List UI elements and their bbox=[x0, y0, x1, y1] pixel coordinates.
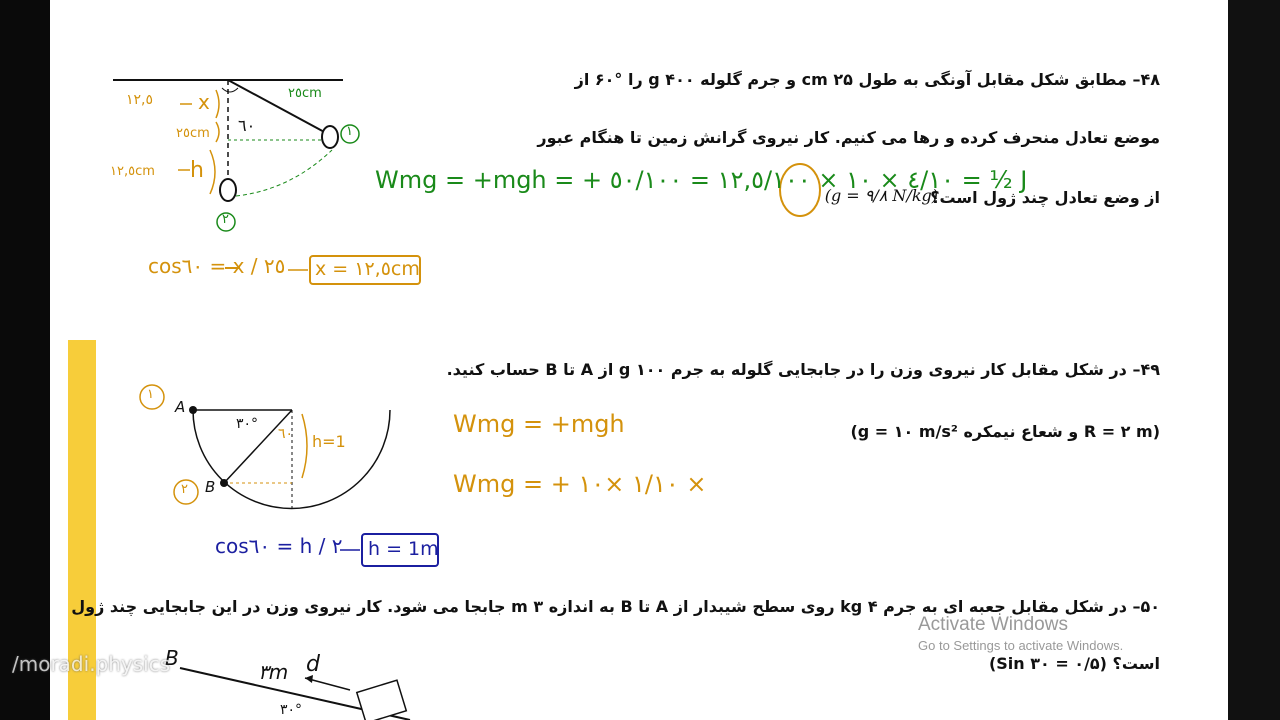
document-page bbox=[50, 0, 1228, 720]
q48-work-equation: Wmg = +mgh = + ٤/١٠ × ١٠ × ١٢,٥/١٠٠ = ٥٠/١٠٠ = ½ J bbox=[375, 166, 1028, 194]
q48-label-pos2: ٢ bbox=[222, 212, 229, 227]
q49-label-b: B bbox=[205, 478, 216, 496]
q48-label-h: h bbox=[190, 158, 204, 183]
q49-cos-equation: cos٦٠ = h / ٢ bbox=[215, 534, 343, 558]
q50-line1: ۵۰– در شکل مقابل جعبه ای به جرم ۴ kg روی سطح شیبدار از A تا B به اندازه ۳ m جابجا می شود. کار نیروی وزن در این جابجایی چند ژول bbox=[71, 597, 1160, 616]
activate-title: Activate Windows bbox=[918, 614, 1068, 635]
q49-work-equation-2: Wmg = + ١/١٠ ×١٠ × bbox=[453, 470, 707, 498]
right-dark-margin bbox=[1228, 0, 1280, 720]
q50-label-angle: ٣٠° bbox=[280, 702, 303, 718]
q48-line2: موضع تعادل منحرف کرده و رها می کنیم. کار نیروی گرانش زمین تا هنگام عبور bbox=[537, 128, 1160, 147]
q48-label-pos1: ١ bbox=[346, 124, 353, 139]
q48-label-12-5: ١٢,٥ bbox=[126, 92, 154, 108]
activate-windows-notice bbox=[918, 614, 1123, 653]
q49-work-equation-1: Wmg = +mgh bbox=[453, 410, 625, 438]
q49-label-pos1: ١ bbox=[147, 387, 154, 402]
q50-label-d: d bbox=[306, 652, 320, 677]
q49-label-pos2: ٢ bbox=[181, 482, 188, 497]
left-dark-margin bbox=[0, 0, 50, 720]
diagrams-layer bbox=[50, 0, 1228, 720]
q48-cos-equation: cos٦٠ = x / ٢٥ bbox=[148, 254, 286, 278]
q48-label-h-value: ١٢,٥cm bbox=[110, 164, 155, 179]
q48-label-angle: ٦٠ bbox=[238, 116, 256, 135]
q49-line2: (R = ۲ m و شعاع نیمکره g = ۱۰ m/s²) bbox=[850, 422, 1160, 441]
q49-boxed-answer: h = 1m bbox=[368, 538, 439, 560]
q49-label-h: h=1 bbox=[312, 432, 346, 451]
q49-label-angle-30: ٣٠° bbox=[236, 416, 259, 432]
q48-boxed-answer: x = ١٢,٥cm bbox=[315, 258, 420, 280]
q48-line1: ۴۸– مطابق شکل مقابل آونگی به طول ۲۵ cm و جرم گلوله ۴۰۰ g را °۶۰ از bbox=[574, 70, 1160, 89]
q50-label-distance: ٣m bbox=[258, 660, 289, 684]
q48-label-x: x bbox=[198, 90, 210, 114]
watermark-text: /moradi.physics bbox=[12, 652, 171, 676]
q48-label-height: ٢٥cm bbox=[176, 126, 210, 141]
q49-label-angle-60: ٦٠ bbox=[278, 426, 294, 442]
q50-label-b: B bbox=[165, 646, 179, 670]
q48-given: (g = ۹/۸ N/kg) bbox=[824, 186, 938, 205]
q49-label-a: A bbox=[175, 398, 186, 416]
q50-line2: است؟ (Sin ۳۰ = ۰/۵) bbox=[988, 654, 1160, 673]
q49-line1: ۴۹– در شکل مقابل کار نیروی وزن را در جابجایی گلوله به جرم ۱۰۰ g از A تا B حساب کنید. bbox=[446, 360, 1160, 379]
q48-label-string-length: ٢٥cm bbox=[288, 86, 322, 101]
activate-subtitle: Go to Settings to activate Windows. bbox=[918, 638, 1124, 653]
q48-line3: از وضع تعادل چند ژول است؟ bbox=[930, 188, 1160, 207]
